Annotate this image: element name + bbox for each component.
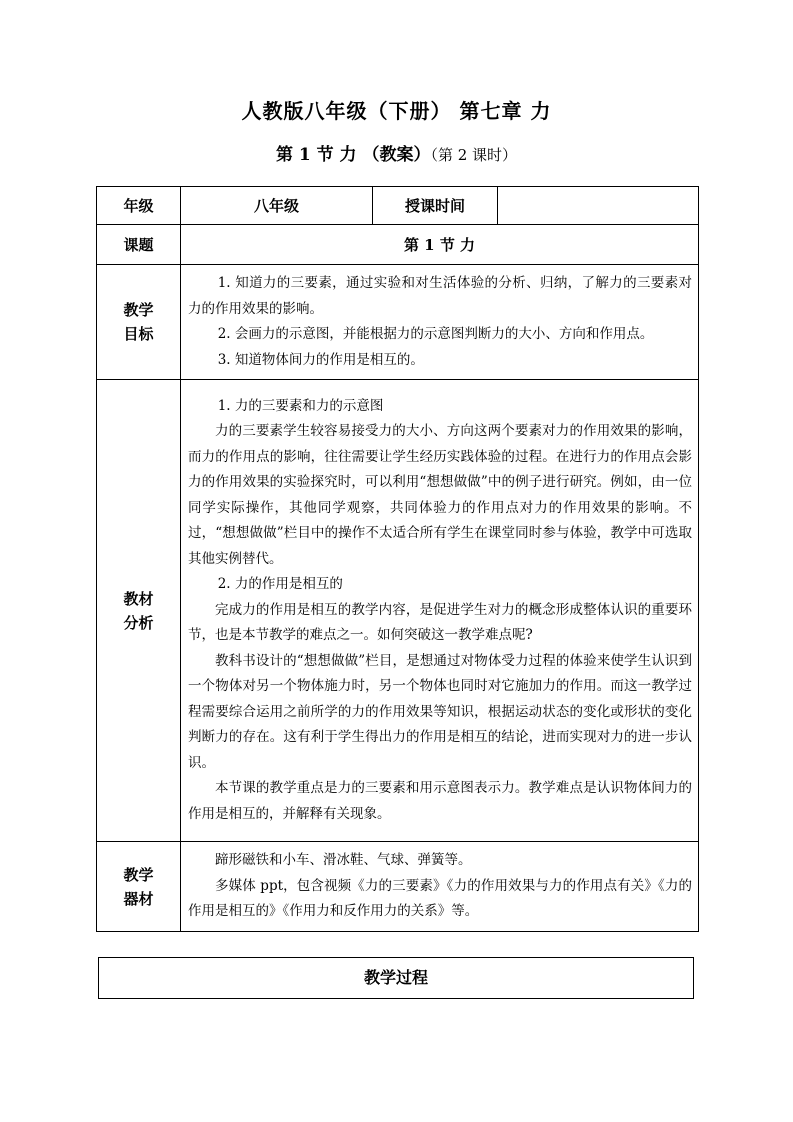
document-title: 人教版八年级（下册） 第七章 力 bbox=[241, 99, 552, 123]
analysis-heading: 2. 力的作用是相互的 bbox=[217, 576, 343, 593]
equipment-content bbox=[181, 842, 699, 932]
analysis-heading: 1. 力的三要素和力的示意图 bbox=[217, 397, 384, 414]
analysis-paragraph: 完成力的作用是相互的教学内容，是促进学生对力的概念形成整体认识的重要环节，也是本节教学的难点之一。如何突破这一教学难点呢? bbox=[188, 601, 692, 644]
topic-value: 第 1 节 力 bbox=[181, 225, 699, 265]
analysis-label-line1: 教材 bbox=[123, 589, 154, 608]
table-row-goals bbox=[97, 265, 699, 380]
topic-label: 课题 bbox=[97, 225, 181, 265]
goals-label-line1: 教学 bbox=[123, 301, 154, 319]
table-row-topic bbox=[97, 225, 699, 265]
goals-label bbox=[97, 265, 181, 380]
goal-item: 3. 知道物体间力的作用是相互的。 bbox=[217, 351, 424, 368]
equipment-label-line2: 器材 bbox=[123, 889, 154, 908]
subtitle-lesson: （第 2 课时） bbox=[430, 146, 518, 164]
goals-label-line2: 目标 bbox=[123, 325, 154, 343]
time-value bbox=[498, 187, 699, 225]
goals-content bbox=[181, 265, 699, 380]
analysis-content bbox=[181, 380, 699, 842]
subtitle-section: 第 1 节 力 （教案） bbox=[275, 145, 431, 165]
equipment-label-line1: 教学 bbox=[123, 865, 154, 884]
grade-value: 八年级 bbox=[181, 187, 373, 225]
goal-item: 1. 知道力的三要素，通过实验和对生活体验的分析、归纳，了解力的三要素对力的作用效果的影响。 bbox=[188, 275, 692, 317]
table-row-grade bbox=[97, 187, 699, 225]
equipment-item: 多媒体 ppt，包含视频《力的三要素》《力的作用效果与力的作用点有关》《力的作用是相互的》《作用力和反作用力的关系》等。 bbox=[188, 877, 692, 920]
table-row-analysis bbox=[97, 380, 699, 842]
analysis-paragraph: 力的三要素学生较容易接受力的大小、方向这两个要素对力的作用效果的影响，而力的作用点的影响，往往需要让学生经历实践体验的过程。在进行力的作用点会影力的作用效果的实验探究时，可以利用“想想做做”中的例子进行研究。例如，由一位同学实际操作，其他同学观察，共同体验力的作用点对力的作用效果的影响。不过，“想想做做”栏目中的操作不太适合所有学生在课堂同时参与体验，教学中可选取其他实例替代。 bbox=[188, 423, 692, 567]
analysis-label bbox=[97, 380, 181, 842]
document-subtitle bbox=[0, 140, 793, 165]
analysis-label-line2: 分析 bbox=[123, 613, 154, 632]
equipment-item: 蹄形磁铁和小车、滑冰鞋、气球、弹簧等。 bbox=[215, 852, 472, 869]
analysis-paragraph: 本节课的教学重点是力的三要素和用示意图表示力。教学难点是认识物体间力的作用是相互的，并解释有关现象。 bbox=[188, 780, 692, 822]
table-row-equipment bbox=[97, 842, 699, 932]
process-heading: 教学过程 bbox=[98, 957, 694, 999]
analysis-paragraph: 教科书设计的“想想做做”栏目，是想通过对物体受力过程的体验来使学生认识到一个物体对另一个物体施力时，另一个物体也同时对它施加力的作用。而这一教学过程需要综合运用之前所学的力的作用效果等知识，根据运动状态的变化或形状的变化判断力的存在。这有利于学生得出力的作用是相互的结论，进而实现对力的进一步认识。 bbox=[188, 652, 692, 771]
lesson-plan-table bbox=[96, 186, 699, 932]
grade-label: 年级 bbox=[97, 187, 181, 225]
goal-item: 2. 会画力的示意图，并能根据力的示意图判断力的大小、方向和作用点。 bbox=[217, 326, 654, 342]
time-label: 授课时间 bbox=[373, 187, 498, 225]
equipment-label bbox=[97, 842, 181, 932]
